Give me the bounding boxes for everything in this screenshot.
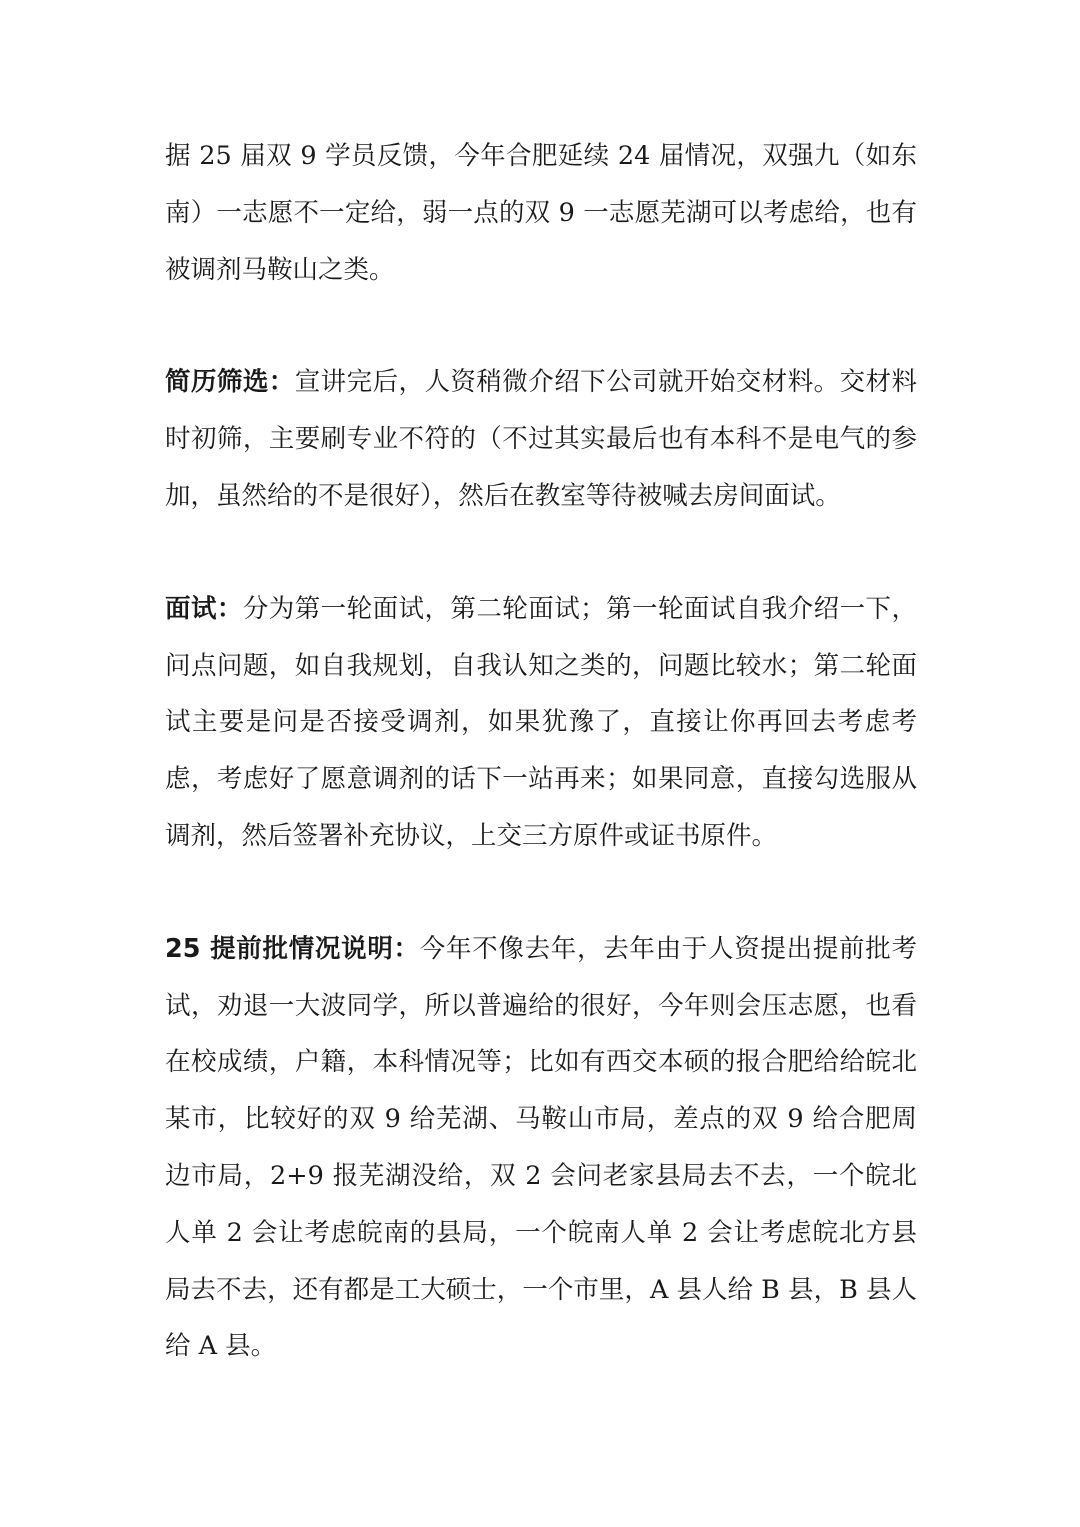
document-page	[165, 128, 917, 1375]
paragraph-resume-screening	[165, 354, 917, 524]
paragraph-interview	[165, 581, 917, 865]
resume-screening-body: 宣讲完后，人资稍微介绍下公司就开始交材料。交材料时初筛，主要刷专业不符的（不过其实最后也有本科不是电气的参加，虽然给的不是很好），然后在教室等待被喊去房间面试。	[165, 367, 917, 511]
early-batch-body: 今年不像去年，去年由于人资提出提前批考试，劝退一大波同学，所以普遍给的很好，今年则会压志愿，也看在校成绩，户籍，本科情况等；比如有西交本硕的报合肥给给皖北某市，比较好的双 9 给芜湖、马鞍山市局，差点的双 9 给合肥周边市局，2+9 报芜湖没给，双 2 会问老家县局去不去，一个皖北人单 2 会让考虑皖南的县局，一个皖南人单 2 会让考虑皖北方县局去不去，还有都是工大硕士，一个市里，A 县人给 B 县，B 县人给 A 县。	[165, 933, 917, 1362]
paragraph-early-batch	[165, 921, 917, 1375]
early-batch-heading: 25 提前批情况说明：	[165, 933, 420, 964]
resume-screening-heading: 简历筛选：	[165, 367, 295, 398]
paragraph-feedback-body: 据 25 届双 9 学员反馈，今年合肥延续 24 届情况，双强九（如东南）一志愿不一定给，弱一点的双 9 一志愿芜湖可以考虑给，也有被调剂马鞍山之类。	[165, 141, 917, 285]
interview-body: 分为第一轮面试，第二轮面试；第一轮面试自我介绍一下，问点问题，如自我规划，自我认知之类的，问题比较水；第二轮面试主要是问是否接受调剂，如果犹豫了，直接让你再回去考虑考虑，考虑好了愿意调剂的话下一站再来；如果同意，直接勾选服从调剂，然后签署补充协议，上交三方原件或证书原件。	[165, 593, 917, 851]
paragraph-feedback	[165, 128, 917, 298]
interview-heading: 面试：	[165, 593, 243, 624]
